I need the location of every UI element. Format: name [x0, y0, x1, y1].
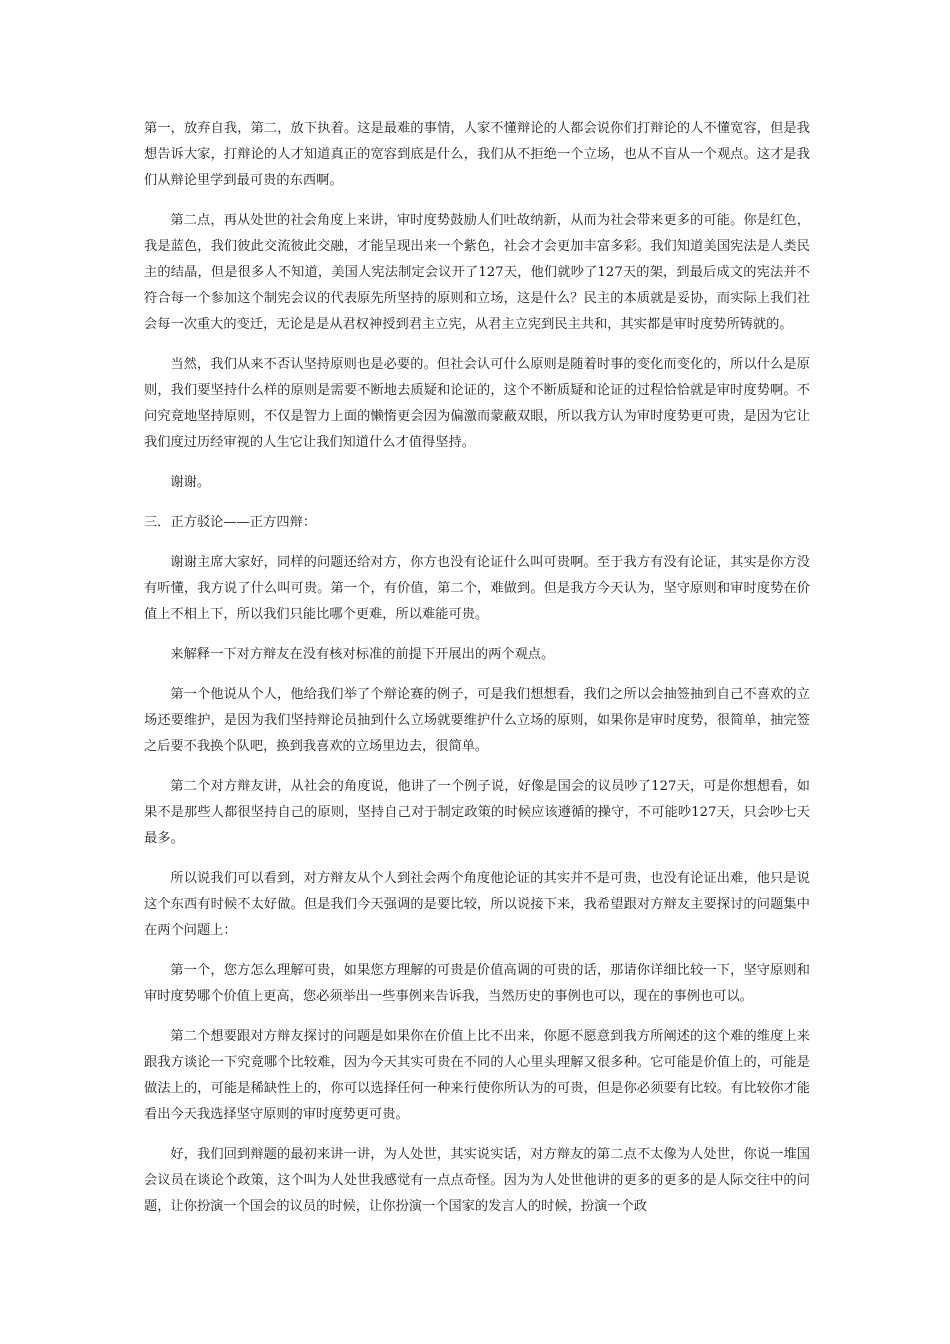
paragraph-second-point: 第二点，再从处世的社会角度上来讲，审时度势鼓励人们吐故纳新，从而为社会带来更多的可能。你是红色，我是蓝色，我们彼此交流彼此交融，才能呈现出来一个紫色，社会才会更加丰富多彩。我们知道美国宪法是人类民主的结晶，但是很多人不知道，美国人宪法制定会议开了127天，他们就吵了127天的架，到最后成文的宪法并不符合每一个参加这个制宪会议的代表原先所坚持的原则和立场，这是什么？民主的本质就是妥协，而实际上我们社会每一次重大的变迁，无论是是从君权神授到君主立宪，从君主立宪到民主共和，其实都是审时度势所铸就的。	[144, 213, 810, 332]
paragraph-conduct: 好，我们回到辩题的最初来讲一讲，为人处世，其实说实话，对方辩友的第二点不太像为人处世，你说一堆国会议员在谈论个政策，这个叫为人处世我感觉有一点点奇怪。因为为人处世他讲的更多的更多的是人际交往中的问题，让你扮演一个国会的议员的时候，让你扮演一个国家的发言人的时候，扮演一个政	[144, 1147, 810, 1214]
paragraph-second-view: 第二个对方辩友讲，从社会的角度说，他讲了一个例子说，好像是国会的议员吵了127天，可是你想想看，如果不是那些人都很坚持自己的原则，坚持自己对于制定政策的时候应该遵循的操守，不可能吵127天，只会吵七天最多。	[144, 779, 810, 846]
document-page	[144, 116, 810, 1234]
paragraph-thanks: 谢谢。	[170, 475, 211, 490]
paragraph-question-one: 第一个，您方怎么理解可贵，如果您方理解的可贵是价值高调的可贵的话，那请你详细比较一下，坚守原则和审时度势哪个价值上更高，您必须举出一些事例来告诉我，当然历史的事例也可以，现在的事例也可以。	[144, 963, 810, 1004]
paragraph-rebuttal-intro: 谢谢主席大家好，同样的问题还给对方，你方也没有论证什么叫可贵啊。至于我方有没有论证，其实是你方没有听懂，我方说了什么叫可贵。第一个，有价值，第二个，难做到。但是我方今天认为，坚守原则和审时度势在价值上不相上下，所以我们只能比哪个更难，所以难能可贵。	[144, 555, 810, 622]
paragraph-principles: 当然，我们从来不否认坚持原则也是必要的。但社会认可什么原则是随着时事的变化而变化的，所以什么是原则，我们要坚持什么样的原则是需要不断地去质疑和论证的，这个不断质疑和论证的过程恰恰就是审时度势啊。不问究竟地坚持原则，不仅是智力上面的懒惰更会因为偏激而蒙蔽双眼，所以我方认为审时度势更可贵，是因为它让我们度过历经审视的人生它让我们知道什么才值得坚持。	[144, 357, 810, 450]
paragraph-question-two: 第二个想要跟对方辩友探讨的问题是如果你在价值上比不出来，你愿不愿意到我方所阐述的这个难的维度上来跟我方谈论一下究竟哪个比较难，因为今天其实可贵在不同的人心里头理解又很多种。它可能是价值上的，可能是做法上的，可能是稀缺性上的，你可以选择任何一种来行使你所认为的可贵，但是你必须要有比较。有比较你才能看出今天我选择坚守原则的审时度势更可贵。	[144, 1029, 810, 1122]
section-heading: 三．正方驳论——正方四辩：	[144, 515, 317, 530]
paragraph-summary: 所以说我们可以看到，对方辩友从个人到社会两个角度他论证的其实并不是可贵，也没有论证出难，他只是说这个东西有时候不太好做。但是我们今天强调的是要比较，所以说接下来，我希望跟对方辩友主要探讨的问题集中在两个问题上：	[144, 871, 810, 938]
paragraph-opening: 第一，放弃自我，第二，放下执着。这是最难的事情，人家不懂辩论的人都会说你们打辩论的人不懂宽容，但是我想告诉大家，打辩论的人才知道真正的宽容到底是什么，我们从不拒绝一个立场，也从不盲从一个观点。这才是我们从辩论里学到最可贵的东西啊。	[144, 121, 810, 188]
paragraph-two-views: 来解释一下对方辩友在没有核对标准的前提下开展出的两个观点。	[170, 647, 555, 662]
paragraph-first-view: 第一个他说从个人，他给我们举了个辩论赛的例子，可是我们想想看，我们之所以会抽签抽到自己不喜欢的立场还要维护，是因为我们坚持辩论员抽到什么立场就要维护什么立场的原则，如果你是审时度势，很简单，抽完签之后要不我换个队吧，换到我喜欢的立场里边去，很简单。	[144, 687, 810, 754]
